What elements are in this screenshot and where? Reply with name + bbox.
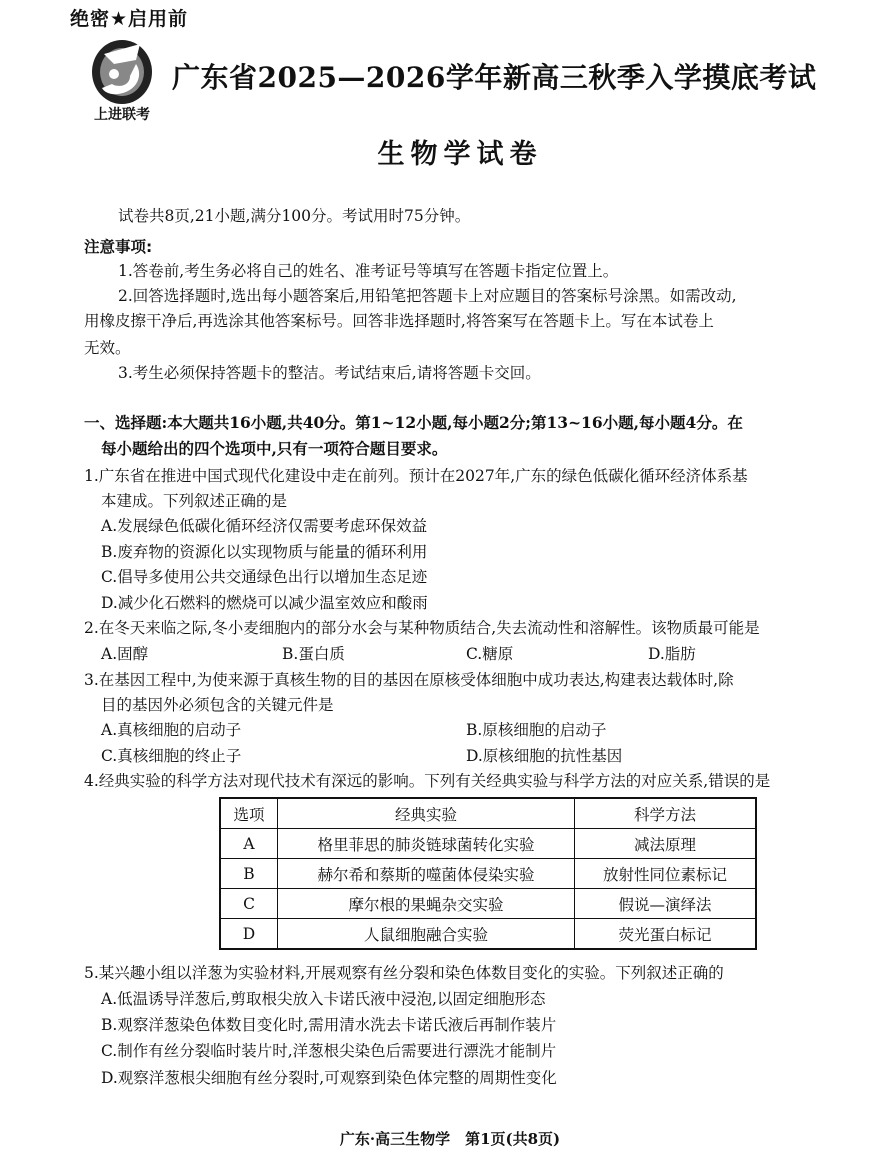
question-1-option-c: C.倡导多使用公共交通绿色出行以增加生态足迹	[101, 568, 428, 586]
note-2-line-3: 无效。	[84, 339, 131, 357]
logo-text: 上进联考	[94, 107, 150, 123]
table-row	[220, 829, 756, 859]
table-row	[220, 859, 756, 889]
table-header-row	[220, 798, 756, 829]
question-4-table	[219, 797, 757, 950]
question-5-option-b: B.观察洋葱染色体数目变化时,需用清水洗去卡诺氏液后再制作装片	[101, 1016, 557, 1034]
table-cell: 放射性同位素标记	[575, 859, 757, 889]
exam-title: 广东省2025—2026学年新高三秋季入学摸底考试	[172, 61, 817, 94]
note-1: 1.答卷前,考生务必将自己的姓名、准考证号等填写在答题卡指定位置上。	[118, 262, 619, 280]
table-cell: 假说—演绎法	[575, 889, 757, 919]
question-2-option-a: A.固醇	[101, 645, 149, 663]
question-3-stem-line-1: 3.在基因工程中,为使来源于真核生物的目的基因在原核受体细胞中成功表达,构建表达载体时,除	[84, 671, 734, 689]
question-3-option-a: A.真核细胞的启动子	[101, 721, 242, 739]
question-2-option-d: D.脂肪	[648, 645, 696, 663]
note-2-line-2: 用橡皮擦干净后,再选涂其他答案标号。回答非选择题时,将答案写在答题卡上。写在本试卷上	[84, 312, 714, 330]
section-heading-line-2: 每小题给出的四个选项中,只有一项符合题目要求。	[101, 439, 448, 458]
note-2-line-1: 2.回答选择题时,选出每小题答案后,用铅笔把答题卡上对应题目的答案标号涂黑。如需改动,	[118, 287, 737, 305]
question-5-option-a: A.低温诱导洋葱后,剪取根尖放入卡诺氏液中浸泡,以固定细胞形态	[101, 990, 546, 1008]
question-5-stem: 5.某兴趣小组以洋葱为实验材料,开展观察有丝分裂和染色体数目变化的实验。下列叙述正确的	[84, 964, 724, 982]
note-3: 3.考生必须保持答题卡的整洁。考试结束后,请将答题卡交回。	[118, 364, 541, 382]
table-header-cell: 科学方法	[575, 798, 757, 829]
question-1-option-b: B.废弃物的资源化以实现物质与能量的循环利用	[101, 543, 428, 561]
table-cell: D	[220, 919, 278, 950]
subject-title: 生物学试卷	[377, 139, 543, 170]
question-1-stem-line-2: 本建成。下列叙述正确的是	[101, 492, 288, 510]
section-heading-line-1: 一、选择题:本大题共16小题,共40分。第1~12小题,每小题2分;第13~16小题,每小题4分。在	[84, 413, 743, 432]
table-cell: 荧光蛋白标记	[575, 919, 757, 950]
question-1-stem-line-1: 1.广东省在推进中国式现代化建设中走在前列。预计在2027年,广东的绿色低碳化循环经济体系基	[84, 467, 748, 485]
question-3-option-d: D.原核细胞的抗性基因	[466, 747, 623, 765]
table-cell: 赫尔希和蔡斯的噬菌体侵染实验	[278, 859, 575, 889]
table-header-cell: 经典实验	[278, 798, 575, 829]
question-3-stem-line-2: 目的基因外必须包含的关键元件是	[101, 696, 334, 714]
question-1-option-d: D.减少化石燃料的燃烧可以减少温室效应和酸雨	[101, 594, 428, 612]
question-2-option-b: B.蛋白质	[282, 645, 345, 663]
question-5-option-c: C.制作有丝分裂临时装片时,洋葱根尖染色后需要进行漂洗才能制片	[101, 1042, 557, 1060]
confidential-mark: 绝密★启用前	[70, 8, 189, 30]
question-4-stem: 4.经典实验的科学方法对现代技术有深远的影响。下列有关经典实验与科学方法的对应关系,错误的是	[84, 772, 771, 790]
table-cell: 格里菲思的肺炎链球菌转化实验	[278, 829, 575, 859]
question-3-option-b: B.原核细胞的启动子	[466, 721, 607, 739]
page-footer: 广东·高三生物学 第1页(共8页)	[339, 1130, 561, 1148]
question-2-stem: 2.在冬天来临之际,冬小麦细胞内的部分水会与某种物质结合,失去流动性和溶解性。该物质最可能是	[84, 619, 760, 637]
table-row	[220, 889, 756, 919]
table-cell: 减法原理	[575, 829, 757, 859]
table-cell: 摩尔根的果蝇杂交实验	[278, 889, 575, 919]
table-cell: C	[220, 889, 278, 919]
exam-summary: 试卷共8页,21小题,满分100分。考试用时75分钟。	[118, 207, 471, 225]
table-row	[220, 919, 756, 950]
table-header-cell: 选项	[220, 798, 278, 829]
question-3-option-c: C.真核细胞的终止子	[101, 747, 242, 765]
question-2-option-c: C.糖原	[466, 645, 514, 663]
question-1-option-a: A.发展绿色低碳化循环经济仅需要考虑环保效益	[101, 517, 428, 535]
table-cell: B	[220, 859, 278, 889]
table-cell: A	[220, 829, 278, 859]
question-5-option-d: D.观察洋葱根尖细胞有丝分裂时,可观察到染色体完整的周期性变化	[101, 1069, 557, 1087]
table-cell: 人鼠细胞融合实验	[278, 919, 575, 950]
notes-title: 注意事项:	[84, 238, 153, 256]
